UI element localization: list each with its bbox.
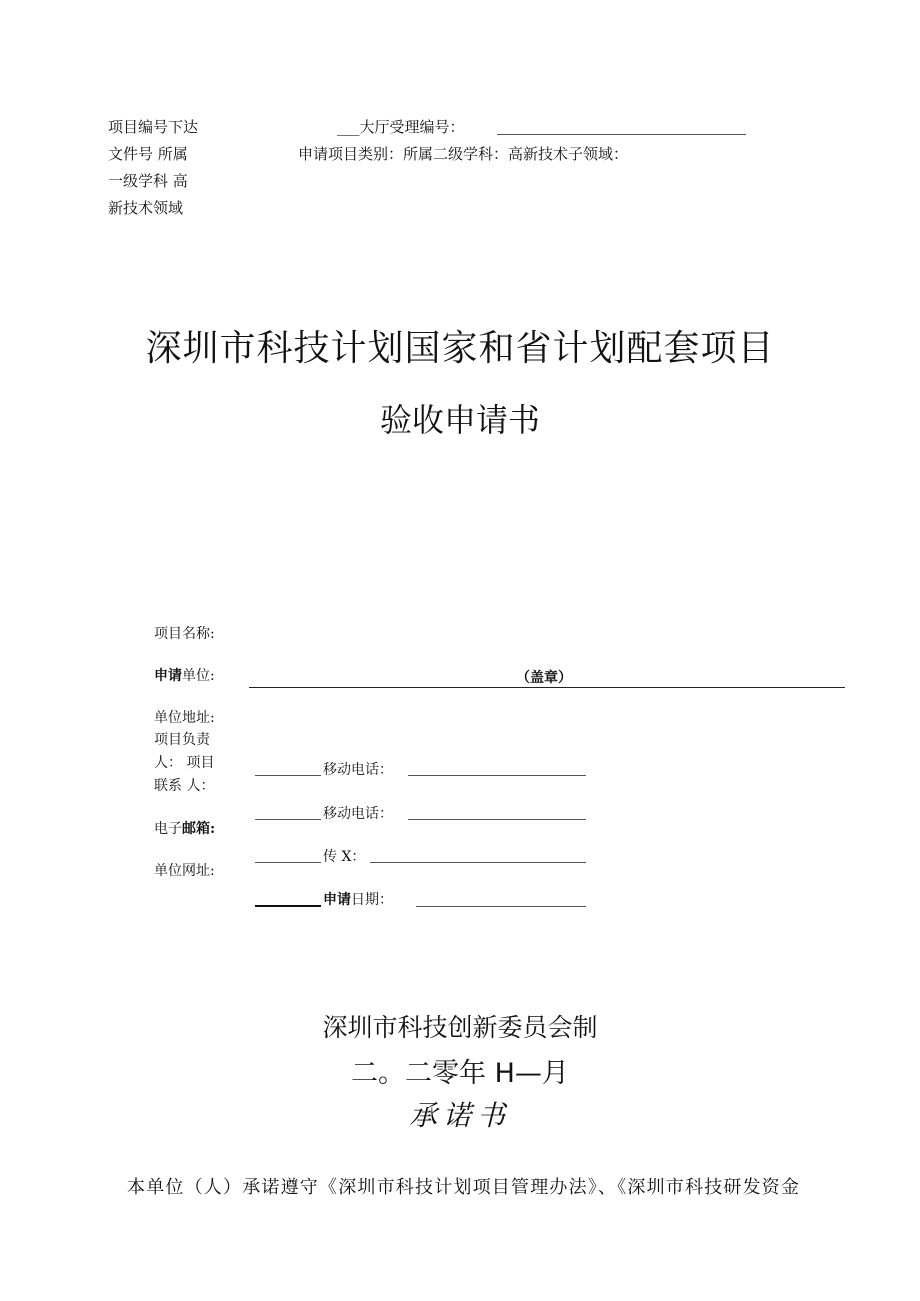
website-field[interactable] [255, 905, 321, 907]
header-left-line: 项目编号下达 [108, 118, 199, 136]
website-label: 单位网址: [154, 863, 215, 879]
email-label-bold: 邮箱: [182, 821, 216, 837]
header-left-block [108, 114, 198, 222]
email-field[interactable] [255, 862, 321, 863]
hall-number-row [337, 114, 465, 141]
mobile-label-1: 移动电话： [323, 762, 393, 778]
email-label [154, 818, 215, 838]
hall-number-field[interactable] [497, 134, 746, 135]
project-category-line: 申请项目类别：所属二级学科：高新技术子领域： [298, 145, 629, 163]
pledge-title: 承诺书 [408, 1099, 511, 1132]
apply-date-label-bold: 申请 [323, 892, 351, 908]
fax-label: 传 X： [323, 849, 366, 865]
mobile-field-1[interactable] [408, 775, 586, 776]
leader-label-1: 项目负责 [154, 732, 210, 748]
fax-field[interactable] [370, 862, 586, 863]
hall-number-label: 大厅受理编号： [359, 118, 465, 136]
mobile-label-2: 移动电话： [323, 806, 393, 822]
applicant-unit-field[interactable] [249, 687, 845, 688]
leader-label-2: 人： 项目 [154, 755, 215, 771]
address-label: 单位地址: [154, 710, 215, 726]
issuer-line: 深圳市科技创新委员会制 [322, 1013, 598, 1042]
apply-date-label-rest: 日期： [351, 892, 393, 908]
header-left-line: 一级学科 高 [108, 172, 188, 190]
contact-label: 联系 人： [154, 778, 215, 794]
header-left-line: 新技术领域 [108, 199, 184, 217]
issue-date-line: 二。二零年 H—月 [351, 1058, 569, 1089]
pledge-text: 本单位（人）承诺遵守《深圳市科技计划项目管理办法》、《深圳市科技研发资金 [127, 1177, 801, 1198]
applicant-unit-label [154, 665, 215, 685]
applicant-label-rest: 单位: [182, 668, 215, 684]
stamp-note: （盖章） [516, 670, 572, 686]
apply-date-field[interactable] [416, 906, 586, 907]
apply-date-label [323, 889, 393, 909]
applicant-label-bold: 申请 [154, 668, 182, 684]
mobile-field-2[interactable] [408, 819, 586, 820]
leader-name-field[interactable] [255, 775, 321, 776]
document-title: 深圳市科技计划国家和省计划配套项目 [145, 328, 775, 369]
email-label-plain: 电子 [154, 821, 182, 837]
hall-prefix-underscore: ___ [337, 118, 360, 136]
document-subtitle: 验收申请书 [379, 401, 540, 439]
contact-name-field[interactable] [255, 819, 321, 820]
header-left-line: 文件号 所属 [108, 145, 188, 163]
project-name-label: 项目名称: [154, 626, 215, 642]
